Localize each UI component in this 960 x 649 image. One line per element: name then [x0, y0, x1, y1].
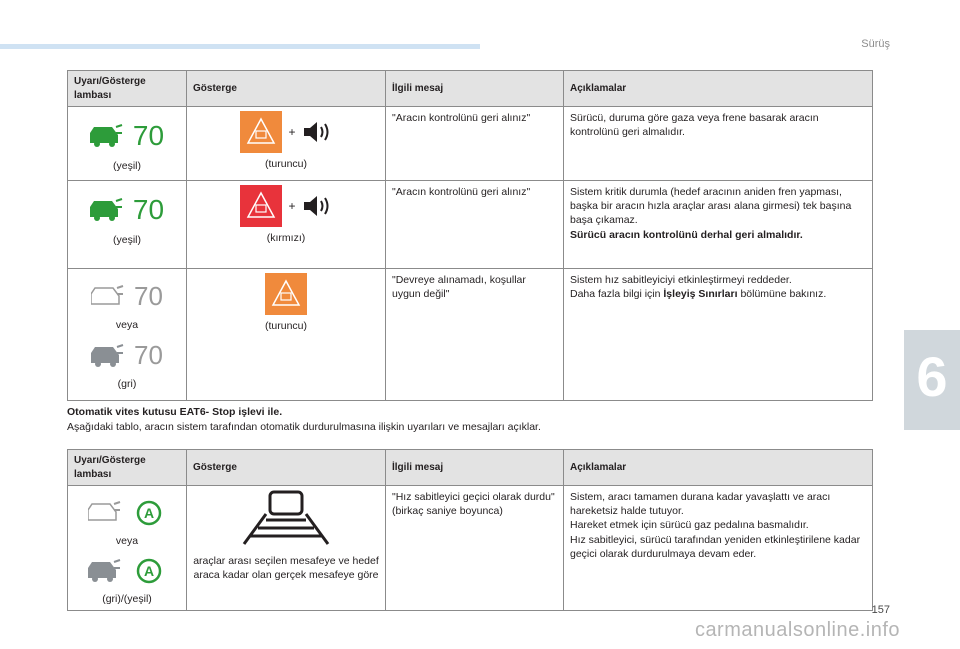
chapter-tab: [904, 330, 960, 430]
lamp-color-label: (gri): [117, 378, 137, 391]
distance-gauge-icon: [236, 490, 336, 546]
indicator-cell: [187, 181, 386, 269]
lamp-cell: [68, 486, 187, 611]
col-header-message: İlgili mesaj: [386, 71, 564, 107]
or-label: veya: [115, 319, 139, 332]
section-title: Sürüş: [861, 38, 890, 50]
col-header-notes: Açıklamalar: [564, 450, 873, 486]
indicator-color-label: (turuncu): [264, 158, 307, 170]
col-header-lamp: Uyarı/Gösterge lambası: [68, 450, 187, 486]
table-row: [68, 181, 873, 269]
speed-value: 70: [132, 194, 165, 225]
notes-cell: [564, 269, 873, 401]
section-intro: [67, 405, 873, 434]
col-header-message: İlgili mesaj: [386, 450, 564, 486]
cruise-car-grey-icon: [91, 343, 125, 369]
cruise-car-outline-icon: [91, 284, 125, 310]
col-header-indicator: Gösterge: [187, 450, 386, 486]
cruise-car-green-icon: [90, 197, 124, 223]
warning-table-1: [67, 70, 873, 401]
notes-cell: Sürücü, duruma göre gaza veya frene basarak aracın kontrolünü geri almalıdır.: [564, 107, 873, 181]
col-header-lamp: Uyarı/Gösterge lambası: [68, 71, 187, 107]
indicator-cell: [187, 486, 386, 611]
svg-text:A: A: [144, 505, 155, 521]
notes-ref-link: İşleyiş Sınırları: [663, 288, 738, 301]
collision-warning-red-icon: [240, 185, 282, 227]
warning-table-2: [67, 449, 873, 611]
collision-warning-orange-icon: [265, 273, 307, 315]
watermark: carmanualsonline.info: [694, 619, 900, 641]
auto-hold-green-icon-2: [132, 554, 166, 588]
col-header-notes: Açıklamalar: [564, 71, 873, 107]
indicator-color-label: (kırmızı): [266, 232, 306, 244]
or-label: veya: [115, 535, 139, 547]
notes-cell: Sistem, aracı tamamen durana kadar yavaşlattı ve aracı hareketsiz halde tutuyor. Hareket etmek için sürücü gaz pedalına basmalıdır. Hız sabitleyici, sürücü tarafından yeniden etkinleştirilene kadar geçici olarak durdurulmaya devam eder.: [564, 486, 873, 611]
sound-alert-icon: [302, 119, 332, 145]
speed-value-2: 70: [134, 340, 163, 371]
plus-sign: +: [288, 124, 296, 139]
lamp-cell: [68, 181, 187, 269]
section-description: Aşağıdaki tablo, aracın sistem tarafından otomatik durdurulmasına ilişkin uyarıları ve mesajları açıklar.: [67, 420, 541, 433]
lamp-color-label: (yeşil): [113, 233, 141, 246]
notes-bold: Sürücü aracın kontrolünü derhal geri almalıdır.: [570, 228, 803, 241]
auto-hold-green-icon: [132, 496, 166, 530]
top-accent-bar: [0, 44, 480, 49]
table-header-row: [68, 71, 873, 107]
svg-text:A: A: [144, 563, 155, 580]
notes-cell: [564, 181, 873, 269]
indicator-description: araçlar arası seçilen mesafeye ve hedef araca kadar olan gerçek mesafeye göre: [193, 555, 379, 582]
cruise-car-outline-icon: [88, 500, 122, 526]
table-row: [68, 107, 873, 181]
notes-ref-pre: Daha fazla bilgi için: [570, 288, 664, 301]
cruise-car-grey-icon: [88, 558, 122, 584]
speed-value: 70: [134, 281, 163, 311]
lamp-cell: [68, 107, 187, 181]
lamp-color-label: (yeşil): [113, 159, 141, 172]
message-cell: "Devreye alınamadı, koşullar uygun değil": [386, 269, 564, 401]
notes-text: Sistem hız sabitleyiciyi etkinleştirmeyi reddeder.: [570, 274, 792, 286]
message-cell: "Hız sabitleyici geçici olarak durdu" (birkaç saniye boyunca): [386, 486, 564, 611]
table-header-row: [68, 450, 873, 486]
col-header-indicator: Gösterge: [187, 71, 386, 107]
section-heading: Otomatik vites kutusu EAT6- Stop işlevi ile.: [67, 406, 283, 418]
notes-ref-post: bölümüne bakınız.: [737, 288, 827, 301]
sound-alert-icon: [302, 193, 332, 219]
message-cell: "Aracın kontrolünü geri alınız": [386, 181, 564, 269]
table-row: [68, 269, 873, 401]
lamp-cell: [68, 269, 187, 401]
cruise-car-green-icon: [90, 123, 124, 149]
indicator-cell: [187, 269, 386, 401]
notes-text: Sistem kritik durumla (hedef aracının aniden fren yapması, başka bir aracın hızla araçlar arası alana girmesi) tek başına başa çıkamaz.: [570, 186, 852, 227]
plus-sign: +: [288, 198, 296, 213]
table-row: [68, 486, 873, 611]
collision-warning-orange-icon: [240, 111, 282, 153]
message-cell: "Aracın kontrolünü geri alınız": [386, 107, 564, 181]
chapter-number: 6: [916, 345, 948, 408]
speed-value: 70: [132, 120, 165, 151]
page-number: 157: [871, 604, 890, 616]
indicator-cell: [187, 107, 386, 181]
indicator-color-label: (turuncu): [264, 320, 307, 332]
lamp-color-label: (gri)/(yeşil): [102, 593, 152, 606]
